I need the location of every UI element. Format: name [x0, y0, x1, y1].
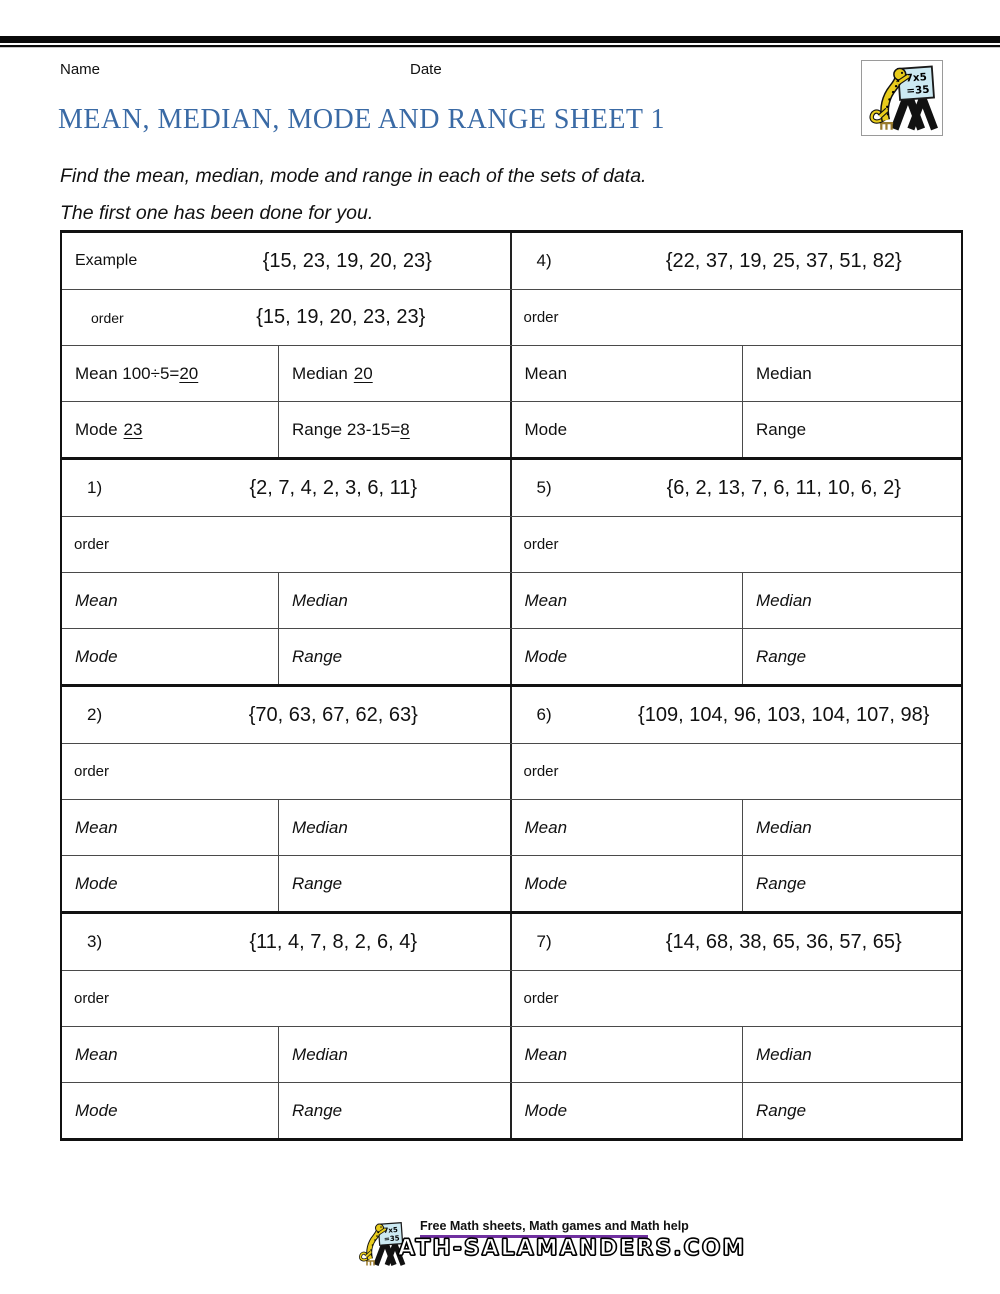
- range-cell: [279, 629, 509, 684]
- mean-median-row: [62, 1026, 961, 1082]
- range-label: Range: [292, 1100, 343, 1120]
- range-cell: [279, 856, 509, 911]
- problem-5-number: 5): [536, 478, 552, 497]
- example-mode-cell: [62, 402, 279, 457]
- mean-cell: [62, 1027, 279, 1082]
- example-label: Example: [75, 252, 138, 269]
- order-label: order: [74, 990, 110, 1007]
- mean-cell: [512, 800, 743, 855]
- mean-label: Mean: [75, 1044, 118, 1064]
- median-work: Median: [292, 363, 348, 383]
- mode-answer: 23: [123, 419, 143, 439]
- mean-answer: 20: [179, 363, 199, 383]
- instruction-line-2: The first one has been done for you.: [60, 202, 374, 224]
- mean-median-row: [62, 799, 961, 855]
- problem-2-set: {70, 63, 67, 62, 63}: [248, 703, 418, 726]
- problem-7-set: {14, 68, 38, 65, 36, 57, 65}: [665, 930, 902, 953]
- range-label: Range: [755, 419, 807, 439]
- mode-cell: [512, 402, 743, 457]
- mean-cell: [512, 1027, 743, 1082]
- mode-label: Mode: [75, 1100, 118, 1120]
- problem-1-set: {2, 7, 4, 2, 3, 6, 11}: [249, 476, 418, 499]
- set-row: [62, 233, 961, 289]
- problem-6-number: 6): [536, 705, 552, 724]
- top-divider: [0, 36, 1000, 48]
- order-label: order: [91, 309, 124, 326]
- section-example-4: [62, 233, 961, 457]
- mean-median-row: [62, 345, 961, 401]
- median-cell: [743, 800, 961, 855]
- range-cell: [743, 629, 961, 684]
- mean-label: Mean: [524, 590, 568, 610]
- example-set: {15, 23, 19, 20, 23}: [262, 249, 432, 272]
- median-cell: [279, 573, 509, 628]
- mode-cell: [62, 856, 279, 911]
- mean-cell: [62, 573, 279, 628]
- mode-label: Mode: [524, 646, 568, 666]
- median-label: Median: [755, 817, 812, 837]
- problem-3-number: 3): [87, 932, 103, 951]
- mode-label: Mode: [524, 419, 568, 439]
- footer-site-name: ATH-SALAMANDERS.COM: [398, 1236, 747, 1261]
- median-cell: [743, 573, 961, 628]
- median-label: Median: [755, 363, 812, 383]
- mean-label: Mean: [524, 1044, 568, 1064]
- mean-label: Mean: [524, 363, 568, 383]
- mode-label: Mode: [524, 1100, 568, 1120]
- mode-cell: [512, 856, 743, 911]
- range-label: Range: [755, 646, 807, 666]
- order-label: order: [523, 536, 559, 553]
- example-range-cell: [279, 402, 509, 457]
- date-label: Date: [410, 61, 442, 78]
- mode-cell: [512, 1083, 743, 1138]
- median-label: Median: [292, 1044, 348, 1064]
- mean-median-row: [62, 572, 961, 628]
- set-row: [62, 687, 961, 743]
- mean-label: Mean: [75, 590, 118, 610]
- order-label: order: [523, 990, 559, 1007]
- mode-label: Mode: [524, 873, 568, 893]
- mean-cell: [62, 800, 279, 855]
- median-label: Median: [755, 1044, 812, 1064]
- name-label: Name: [60, 61, 101, 78]
- mean-cell: [512, 346, 743, 401]
- problem-1-number: 1): [87, 478, 103, 497]
- example-ordered-set: {15, 19, 20, 23, 23}: [256, 306, 426, 328]
- mode-cell: [512, 629, 743, 684]
- order-label: order: [74, 763, 110, 780]
- range-cell: [743, 856, 961, 911]
- mode-cell: [62, 1083, 279, 1138]
- set-row: [62, 914, 961, 970]
- range-cell: [743, 1083, 961, 1138]
- order-label: order: [523, 763, 559, 780]
- median-cell: [743, 346, 961, 401]
- range-label: Range: [755, 873, 807, 893]
- set-row: [62, 460, 961, 516]
- range-answer: 8: [400, 419, 410, 439]
- page-title: MEAN, MEDIAN, MODE AND RANGE SHEET 1: [58, 104, 666, 135]
- instruction-line-1: Find the mean, median, mode and range in each of the sets of data.: [60, 165, 647, 187]
- order-row: [62, 743, 961, 799]
- worksheet-table: [60, 230, 963, 1141]
- problem-2-number: 2): [87, 705, 103, 724]
- median-label: Median: [292, 590, 348, 610]
- salamander-logo: [861, 60, 943, 136]
- order-row: [62, 289, 961, 345]
- median-label: Median: [755, 590, 812, 610]
- mean-label: Mean: [75, 817, 118, 837]
- section-1-5: [62, 457, 961, 684]
- range-cell: [743, 402, 961, 457]
- order-label: order: [523, 309, 559, 326]
- median-cell: [279, 800, 509, 855]
- range-label: Range: [292, 646, 343, 666]
- mode-cell: [62, 629, 279, 684]
- mode-range-row: [62, 401, 961, 457]
- mean-work: Mean 100÷5=: [75, 363, 180, 383]
- mean-cell: [512, 573, 743, 628]
- mode-label: Mode: [75, 873, 118, 893]
- median-answer: 20: [353, 363, 373, 383]
- mean-label: Mean: [524, 817, 568, 837]
- mode-range-row: [62, 1082, 961, 1138]
- range-label: Range: [292, 873, 343, 893]
- footer-tagline: Free Math sheets, Math games and Math help: [420, 1219, 689, 1233]
- salamander-icon: [865, 64, 939, 132]
- section-2-6: [62, 684, 961, 911]
- mode-range-row: [62, 628, 961, 684]
- mode-work: Mode: [75, 419, 118, 439]
- problem-4-number: 4): [536, 251, 552, 270]
- range-work: Range 23-15=: [292, 419, 401, 439]
- problem-3-set: {11, 4, 7, 8, 2, 6, 4}: [249, 930, 418, 953]
- problem-5-set: {6, 2, 13, 7, 6, 11, 10, 6, 2}: [666, 476, 901, 499]
- range-label: Range: [755, 1100, 807, 1120]
- order-row: [62, 970, 961, 1026]
- instructions: [60, 158, 646, 232]
- median-cell: [743, 1027, 961, 1082]
- problem-7-number: 7): [536, 932, 552, 951]
- median-cell: [279, 1027, 509, 1082]
- order-label: order: [74, 536, 110, 553]
- median-label: Median: [292, 817, 348, 837]
- order-row: [62, 516, 961, 572]
- mode-label: Mode: [75, 646, 118, 666]
- example-mean-cell: [62, 346, 279, 401]
- problem-6-set: {109, 104, 96, 103, 104, 107, 98}: [638, 703, 930, 726]
- section-3-7: [62, 911, 961, 1138]
- mode-range-row: [62, 855, 961, 911]
- problem-4-set: {22, 37, 19, 25, 37, 51, 82}: [665, 249, 902, 272]
- range-cell: [279, 1083, 509, 1138]
- example-median-cell: [279, 346, 509, 401]
- footer-branding: [356, 1219, 746, 1267]
